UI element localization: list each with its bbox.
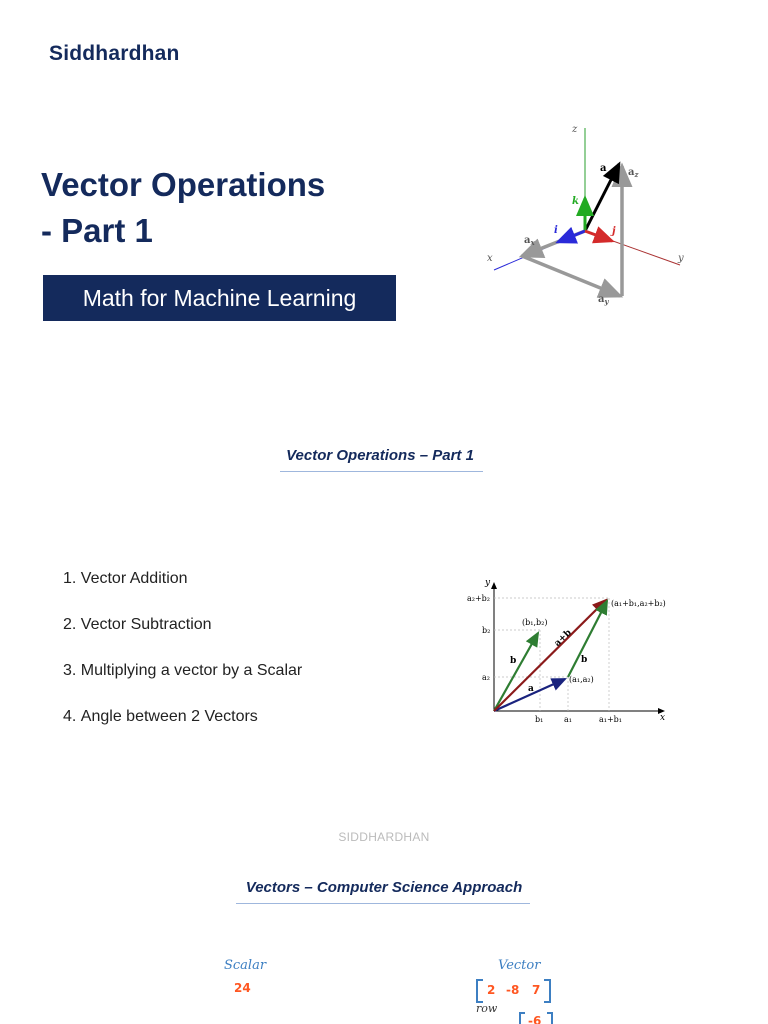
section-heading-cs-approach: Vectors – Computer Science Approach (245, 879, 523, 896)
row-value-1: 2 (487, 983, 496, 997)
label-k: k (572, 196, 579, 207)
x-axis-label: x (660, 713, 666, 723)
column-vector (519, 1012, 553, 1024)
label-j: j (612, 226, 616, 237)
point-sum-label: (a₁+b₁,a₂+b₂) (611, 599, 666, 608)
vector-label: Vector (498, 958, 541, 973)
vector-a-label: a (528, 684, 534, 694)
vector-b-shifted-arrow (568, 601, 607, 677)
label-ax: $a_x$ (524, 235, 535, 247)
page-title (41, 162, 325, 254)
list-item: 4. Angle between 2 Vectors (63, 708, 258, 725)
point-a-label: (a₁,a₂) (569, 675, 594, 684)
vector-addition-figure (466, 575, 676, 730)
vector-b-shifted-label: b (581, 655, 588, 665)
title-line-2: - Part 1 (41, 212, 153, 249)
y-tick-mid: b₂ (482, 626, 491, 635)
scalar-value: 24 (234, 981, 251, 995)
topics-list (63, 570, 302, 754)
subtitle-banner: Math for Machine Learning (43, 275, 396, 321)
ay-component-arrow (522, 256, 620, 296)
unit-j-arrow (585, 231, 612, 241)
column-bracket-left (519, 1012, 525, 1024)
y-axis-label: y (678, 253, 684, 264)
scalar-label: Scalar (224, 958, 267, 973)
vector-b-label: b (510, 656, 517, 666)
row-bracket-right (544, 979, 551, 1003)
x-axis-label: x (487, 253, 493, 264)
row-bracket-left (476, 979, 483, 1003)
y-tick-top: a₂+b₂ (467, 594, 491, 603)
row-value-3: 7 (532, 983, 541, 997)
row-label: row (476, 1002, 498, 1015)
x-tick-sum: a₁+b₁ (599, 715, 623, 724)
column-value-1: -6 (528, 1014, 542, 1024)
vector-components-3d-figure (480, 118, 690, 318)
z-axis-label: z (572, 124, 578, 135)
watermark: SIDDHARDHAN (338, 830, 430, 844)
x-tick-a1: a₁ (564, 715, 572, 724)
label-a: a (600, 163, 607, 174)
vector-a-arrow (585, 164, 619, 231)
section-heading-underline (236, 903, 530, 904)
vector-example (466, 950, 576, 1024)
y-tick-low: a₂ (482, 673, 490, 682)
title-line-1: Vector Operations (41, 166, 326, 203)
vector-b-origin-arrow (494, 633, 538, 711)
unit-i-arrow (558, 231, 585, 242)
label-ay: $a_y$ (598, 294, 609, 306)
list-item: 1. Vector Addition (63, 570, 188, 587)
author-name: Siddhardhan (49, 42, 180, 65)
row-value-2: -8 (506, 983, 520, 997)
label-az: $a_z$ (628, 167, 639, 179)
label-i: i (554, 225, 558, 236)
list-item: 2. Vector Subtraction (63, 616, 212, 633)
point-b-label: (b₁,b₂) (522, 618, 548, 627)
vector-sum-label: a+b (552, 627, 574, 649)
column-bracket-right (547, 1012, 553, 1024)
scalar-example (207, 950, 277, 1024)
list-item: 3. Multiplying a vector by a Scalar (63, 662, 303, 679)
section-heading-underline (280, 471, 483, 472)
y-axis-label: y (485, 578, 491, 588)
x-tick-b1: b₁ (535, 715, 544, 724)
section-heading-operations: Vector Operations – Part 1 (286, 447, 474, 464)
